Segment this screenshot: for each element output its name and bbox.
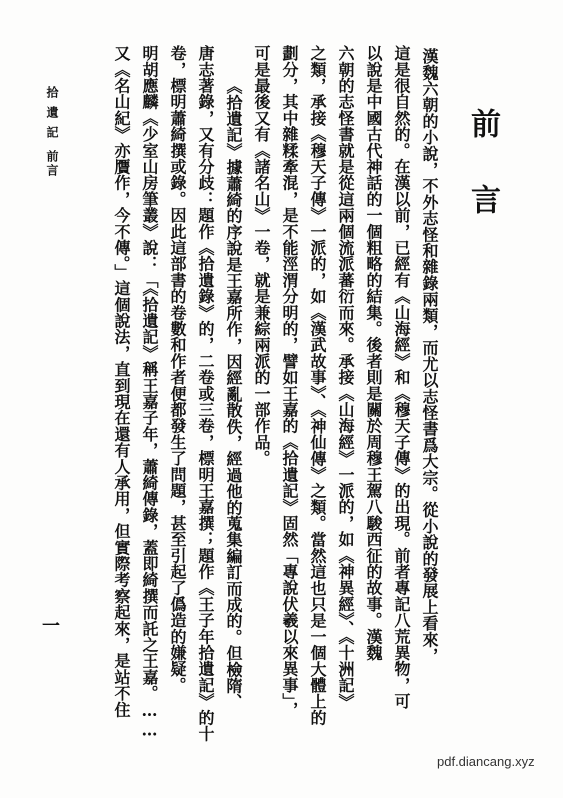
text-column-5: 之類，承接《穆天子傳》一派的，如《漢武故事》、《神仙傳》之類。當然這也只是一個大體上的	[308, 45, 327, 726]
page-number: 一	[42, 616, 60, 637]
running-head-title: 拾遺記	[45, 86, 59, 146]
watermark-text: pdf.diancang.xyz	[437, 754, 535, 769]
preface-heading: 前言	[465, 108, 500, 260]
text-column-8: 《拾遺記》據蕭綺的序說是王嘉所作，因經亂散佚，經過他的蒐集編訂而成的。但檢隋、	[224, 78, 243, 710]
text-column-2: 這是很自然的。在漢以前，已經有《山海經》和《穆天子傳》的出現。前者專記八荒異物，可	[392, 45, 411, 710]
text-column-10: 卷，標明蕭綺撰或錄。因此這部書的卷數和作者便都發生了問題，甚至引起了僞造的嫌疑。	[168, 45, 187, 693]
text-column-7: 可是最後又有《諸名山》一卷，就是兼綜兩派的一部作品。	[252, 45, 271, 467]
text-column-9: 唐志著錄，又有分歧：題作《拾遺錄》的，二卷或三卷，標明王嘉撰；題作《王子年拾遺記》的十	[196, 45, 215, 742]
text-column-4: 六朝的志怪書就是從這兩個流派蕃衍而來。承接《山海經》一派的，如《神異經》、《十洲記》	[336, 45, 355, 710]
text-column-3: 以說是中國古代神話的一個粗略的結集。後者則是關於周穆王駕八駿西征的故事。漢魏	[364, 45, 383, 661]
running-head-section: 前言	[45, 150, 59, 178]
text-column-6: 劃分，其中雜糅牽混，是不能涇渭分明的，譬如王嘉的《拾遺記》固然「專說伏羲以來異事」，	[280, 45, 299, 718]
text-column-1: 漢魏六朝的小說，不外志怪和雜錄兩類，而尤以志怪書爲大宗。從小說的發展上看來，	[420, 48, 439, 664]
text-column-11: 明胡應麟《少室山房筆叢》說：「《拾遺記》稱王嘉子年，蕭綺傳錄，蓋即綺撰而託之王嘉。……	[140, 45, 159, 740]
text-column-12: 又《名山紀》亦贋作，今不傳。」這個說法，直到現在還有人承用，但實際考察起來，是站不住	[112, 45, 131, 718]
